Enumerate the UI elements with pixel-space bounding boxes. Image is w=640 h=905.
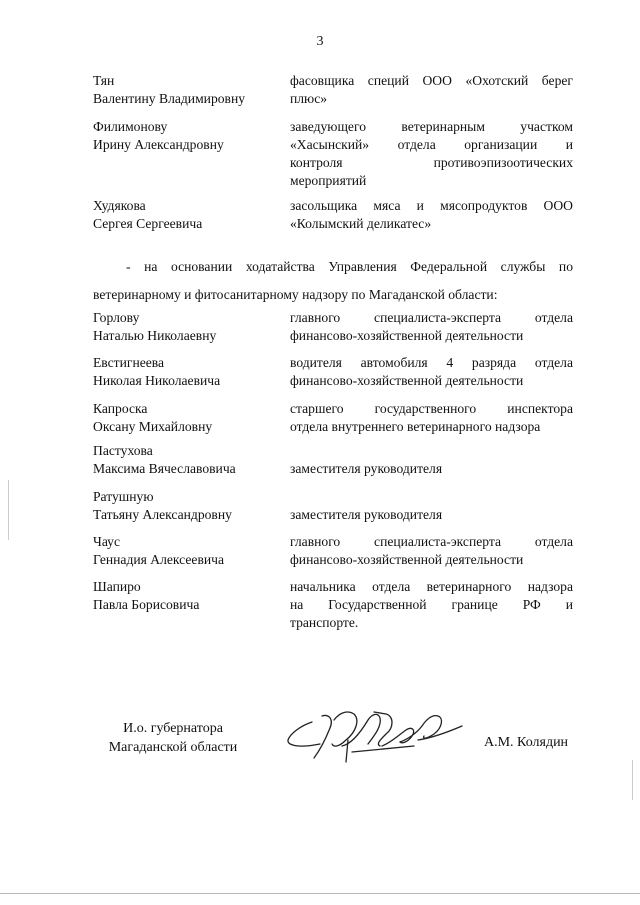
position-line: водителя автомобиля 4 разряда отдела xyxy=(290,355,573,370)
intro-line: - на основании ходатайства Управления Федеральной службы по xyxy=(126,259,573,274)
person-position xyxy=(290,460,573,478)
position-line: отдела внутреннего ветеринарного надзора xyxy=(290,419,541,434)
person-position xyxy=(290,506,573,524)
position-line: «Колымский деликатес» xyxy=(290,216,432,231)
position-line: финансово-хозяйственной деятельности xyxy=(290,328,524,343)
person-name xyxy=(93,488,278,524)
person-name xyxy=(93,578,278,614)
given-names: Павла Борисовича xyxy=(93,597,200,612)
scan-edge-mark xyxy=(632,760,633,800)
position-line: финансово-хозяйственной деятельности xyxy=(290,373,524,388)
given-names: Максима Вячеславовича xyxy=(93,461,236,476)
person-position xyxy=(290,578,573,632)
person-name xyxy=(93,442,278,478)
handwritten-signature xyxy=(282,700,472,780)
position-line: заместителя руководителя xyxy=(290,507,443,522)
person-position xyxy=(290,118,573,190)
person-name xyxy=(93,197,278,233)
given-names: Геннадия Алексеевича xyxy=(93,552,225,567)
signatory-title-line: Магаданской области xyxy=(108,740,238,755)
person-name xyxy=(93,309,278,345)
given-names: Николая Николаевича xyxy=(93,373,221,388)
position-line: на Государственной границе РФ и xyxy=(290,597,573,612)
given-names: Наталью Николаевну xyxy=(93,328,217,343)
person-name xyxy=(93,400,278,436)
person-name xyxy=(93,533,278,569)
surname: Худякова xyxy=(93,198,146,213)
surname: Горлову xyxy=(93,310,140,325)
given-names: Сергея Сергеевича xyxy=(93,216,203,231)
surname: Капроска xyxy=(93,401,148,416)
person-position xyxy=(290,309,573,345)
position-line: главного специалиста-эксперта отдела xyxy=(290,310,573,325)
position-line: финансово-хозяйственной деятельности xyxy=(290,552,524,567)
position-line: старшего государственного инспектора xyxy=(290,401,573,416)
person-position xyxy=(290,533,573,569)
given-names: Валентину Владимировну xyxy=(93,91,246,106)
surname: Филимонову xyxy=(93,119,168,134)
position-line: начальника отдела ветеринарного надзора xyxy=(290,579,573,594)
position-line: «Хасынский» отдела организации и xyxy=(290,137,573,152)
position-line: главного специалиста-эксперта отдела xyxy=(290,534,573,549)
scan-edge-line xyxy=(0,893,640,894)
surname: Пастухова xyxy=(93,443,153,458)
surname: Евстигнеева xyxy=(93,355,165,370)
person-position xyxy=(290,400,573,436)
signatory-title-line: И.о. губернатора xyxy=(123,721,223,736)
given-names: Оксану Михайловну xyxy=(93,419,213,434)
page-number: 3 xyxy=(316,34,324,49)
given-names: Татьяну Александровну xyxy=(93,507,232,522)
position-line: заведующего ветеринарным участком xyxy=(290,119,573,134)
given-names: Ирину Александровну xyxy=(93,137,224,152)
surname: Ратушную xyxy=(93,489,154,504)
position-line: транспорте. xyxy=(290,615,359,630)
person-position xyxy=(290,72,573,108)
person-name xyxy=(93,354,278,390)
position-line: плюс» xyxy=(290,91,328,106)
person-name xyxy=(93,118,278,154)
position-line: заместителя руководителя xyxy=(290,461,443,476)
intro-line: ветеринарному и фитосанитарному надзору по Магаданской области: xyxy=(93,287,498,302)
signatory-title xyxy=(93,719,253,757)
intro-paragraph xyxy=(93,253,573,309)
surname: Чаус xyxy=(93,534,121,549)
position-line: фасовщика специй ООО «Охотский берег xyxy=(290,73,573,88)
surname: Тян xyxy=(93,73,115,88)
scan-edge-mark xyxy=(8,480,9,540)
position-line: мероприятий xyxy=(290,173,367,188)
person-name xyxy=(93,72,278,108)
person-position xyxy=(290,354,573,390)
person-position xyxy=(290,197,573,233)
position-line: засольщика мяса и мясопродуктов ООО xyxy=(290,198,573,213)
signatory-name: А.М. Колядин xyxy=(484,735,569,750)
surname: Шапиро xyxy=(93,579,141,594)
position-line: контроля противоэпизоотических xyxy=(290,155,573,170)
